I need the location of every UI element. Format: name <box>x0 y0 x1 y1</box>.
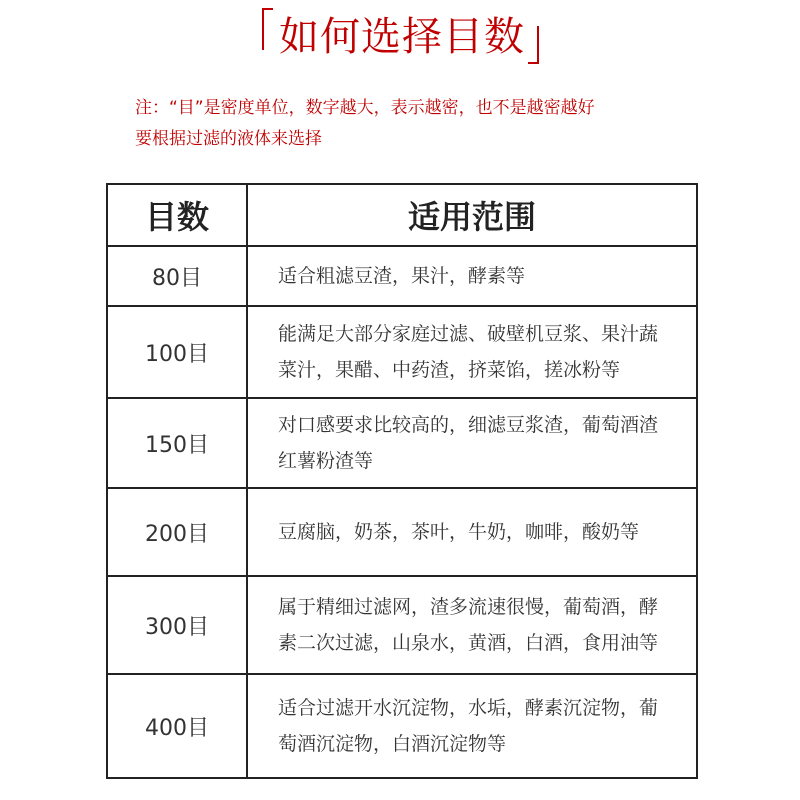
table-row <box>107 306 697 398</box>
mesh-cell: 150目 <box>107 398 247 488</box>
usage-line: 能满足大部分家庭过滤、破壁机豆浆、果汁蔬 <box>278 323 659 345</box>
title-bracket-left <box>262 8 273 50</box>
mesh-cell: 100目 <box>107 306 247 398</box>
usage-line: 适合粗滤豆渣，果汁，酵素等 <box>278 265 526 287</box>
mesh-cell: 80目 <box>107 246 247 306</box>
usage-cell <box>247 306 697 398</box>
usage-cell <box>247 398 697 488</box>
note-line-2: 要根据过滤的液体来选择 <box>135 129 322 149</box>
header-mesh: 目数 <box>107 184 247 246</box>
usage-line: 豆腐脑，奶茶，茶叶，牛奶，咖啡，酸奶等 <box>278 521 640 543</box>
usage-cell <box>247 674 697 778</box>
usage-line: 红薯粉渣等 <box>278 450 374 472</box>
usage-line: 适合过滤开水沉淀物，水垢，酵素沉淀物，葡 <box>278 697 659 719</box>
title-area <box>0 0 800 80</box>
usage-line: 属于精细过滤网，渣多流速很慢，葡萄酒，酵 <box>278 596 659 618</box>
table-row <box>107 674 697 778</box>
title-bracket-right <box>528 26 539 64</box>
usage-line: 对口感要求比较高的，细滤豆浆渣，葡萄酒渣 <box>278 414 659 436</box>
header-usage: 适用范围 <box>247 184 697 246</box>
usage-line: 萄酒沉淀物，白酒沉淀物等 <box>278 733 507 755</box>
mesh-cell: 200目 <box>107 488 247 576</box>
note-line-1: 注：“目”是密度单位，数字越大，表示越密，也不是越密越好 <box>135 98 595 118</box>
table-row <box>107 398 697 488</box>
table-row <box>107 246 697 306</box>
usage-cell <box>247 576 697 674</box>
table-row <box>107 576 697 674</box>
table-header-row <box>107 184 697 246</box>
mesh-cell: 300目 <box>107 576 247 674</box>
usage-cell <box>247 246 697 306</box>
usage-cell <box>247 488 697 576</box>
page-title: 如何选择目数 <box>279 14 525 60</box>
usage-line: 菜汁，果醋、中药渣，挤菜馅，搓冰粉等 <box>278 359 621 381</box>
mesh-table <box>106 183 698 779</box>
usage-line: 素二次过滤，山泉水，黄酒，白酒，食用油等 <box>278 632 659 654</box>
mesh-cell: 400目 <box>107 674 247 778</box>
table-row <box>107 488 697 576</box>
